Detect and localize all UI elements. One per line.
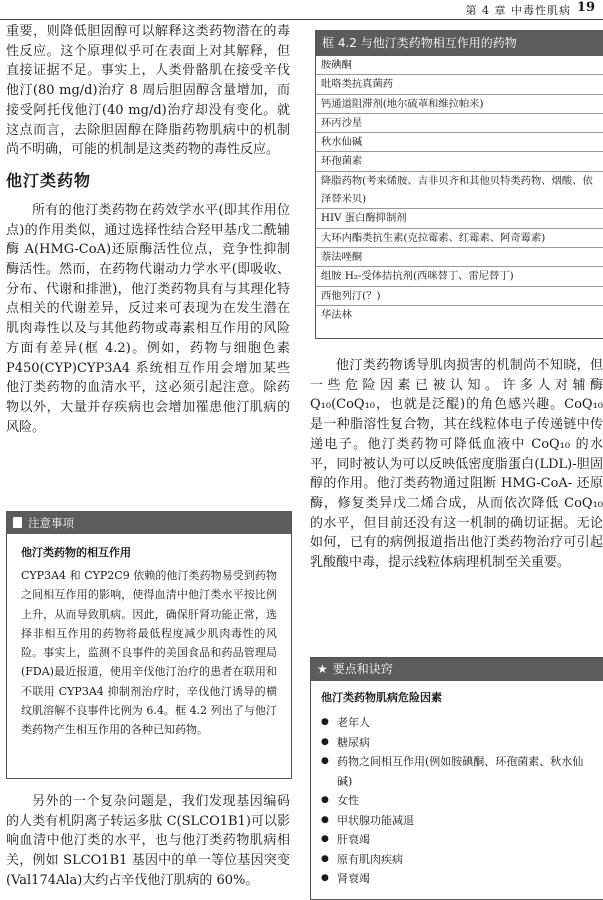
table-row: 环孢菌素: [316, 152, 603, 171]
table-row: 钙通道阻滞剂(地尔硫䓬和维拉帕米): [316, 95, 603, 114]
paragraph-cholesterol: 重要，则降低胆固醇可以解释这类药物潜在的毒性反应。这个原理似乎可在表面上对其解释，但直接证据不足。事实上，人类骨骼肌在接受辛伐他汀(80 mg/d)治疗 8 周后胆固醇含量增加，而接受阿托伐他汀(40 mg/d)治疗却没有变化。就这点而言，去除胆固醇在降脂药物肌病中的机制尚不明确，可能的机制是这类药物的毒性反应。: [6, 24, 290, 158]
header-rule: [0, 19, 603, 20]
section-heading-statins: 他汀类药物: [6, 170, 92, 190]
table-row: 西他列汀(？): [316, 287, 603, 306]
paragraph-statins: 所有的他汀类药物在药效学水平(即其作用位点)的作用类似，通过选择性结合羟甲基戊二酰辅酶 A(HMG-CoA)还原酶活性位点，竞争性抑制酶活性。然而，在药物代谢动力学水平(即吸收、分布、代谢和排泄)，他汀类药物具有与其理化特点相关的代谢差异，反过来可表现为在发生潜在肌肉毒性以及与其他药物或毒素相互作用的风险方面有差异(框 4.2)。例如，药物与细胞色素 P450(CYP)CYP3A4 系统相互作用会增加某些他汀类药物的血清水平，这必须引起注意。除药物以外，大量并存疾病也会增加罹患他汀肌病的风险。: [6, 202, 290, 435]
caution-box-header: [7, 512, 291, 534]
page-header: [0, 0, 603, 18]
caution-box: [6, 511, 292, 779]
caution-box-label: 注意事项: [28, 516, 74, 530]
table-row: 秋水仙碱: [316, 133, 603, 152]
list-item: ● 糖尿病: [321, 733, 594, 753]
caution-box-title: 他汀类药物的相互作用: [21, 546, 131, 559]
table-row: HIV 蛋白酶抑制剂: [316, 209, 603, 228]
box-4-2-header: 框 4.2 与他汀类药物相互作用的药物: [316, 31, 603, 56]
table-row: 环丙沙星: [316, 114, 603, 133]
table-row: 胺碘酮: [316, 56, 603, 75]
key-points-title: 他汀类药物肌病危险因素: [321, 691, 442, 704]
key-points-label: 要点和诀窍: [332, 662, 393, 676]
paragraph-slco1b1: 另外的一个复杂问题是，我们发现基因编码的人类有机阴离子转运多肽 C(SLCO1B1)可以影响血清中他汀类的水平，也与他汀类药物肌病相关，例如 SLCO1B1 基因中的单一等位基因突变(Val174Ala)大约占辛伐他汀肌病的 60%。: [6, 794, 290, 888]
right-column: [310, 356, 603, 573]
hand-icon: [13, 517, 22, 528]
key-points-header: [311, 658, 603, 681]
risk-factor-list: [321, 713, 594, 889]
list-item: ● 原有肌肉疾病: [321, 850, 594, 870]
table-row: 降脂药物(考来烯胺、吉非贝齐和其他贝特类药物、烟酸、依泽替米贝): [316, 172, 603, 210]
list-item: ● 肝衰竭: [321, 830, 594, 850]
table-row: 吡咯类抗真菌药: [316, 75, 603, 94]
left-column: [6, 22, 290, 437]
table-row: 组胺 H₂-受体拮抗剂(西咪替丁、雷尼替丁): [316, 267, 603, 286]
table-row: 萘法唑酮: [316, 248, 603, 267]
box-4-2-interacting-drugs: [315, 30, 603, 339]
caution-box-text: CYP3A4 和 CYP2C9 依赖的他汀类药物易受到药物之间相互作用的影响，使得血清中他汀类水平按比例上升，从而导致肌病。因此，确保肝肾功能正常，选择非相互作用的药物将最低程度减少肌肉毒性的风险。事实上，监测不良事件的美国食品和药品管理局(FDA)最近报道，使用辛伐他汀治疗的患者在联用和不联用 CYP3A4 抑制剂治疗时，辛伐他汀诱导的横纹肌溶解不良事件比例为 6.4。框 4.2 列出了与他汀类药物产生相互作用的各种已知药物。: [21, 569, 277, 737]
paragraph-coq10: 他汀类药物诱导肌肉损害的机制尚不知晓，但一些危险因素已被认知。许多人对辅酶 Q₁₀(CoQ₁₀，也就是泛醌)的角色感兴趣。CoQ₁₀ 是一种脂溶性复合物，其在线粒体电子传递链中传递电子。他汀类药物可降低血液中 CoQ₁₀ 的水平，同时被认为可以反映低密度脂蛋白(LDL)-胆固醇的作用。他汀类药物通过阻断 HMG-CoA- 还原酶，修复类异戊二烯合成，从而依次降低 CoQ₁₀ 的水平，但目前还没有这一机制的确切证据。无论如何，已有的病例报道指出他汀类药物治疗可引起乳酸酸中毒，提示线粒体病理机制至关重要。: [310, 358, 603, 571]
list-item: ● 老年人: [321, 713, 594, 733]
table-row: 大环内酯类抗生素(克拉霉素、红霉素、阿奇霉素): [316, 229, 603, 248]
list-item: ● 肾衰竭: [321, 869, 594, 889]
list-item: ● 甲状腺功能减退: [321, 811, 594, 831]
table-row: 华法林: [321, 308, 352, 321]
left-column-bottom: [6, 792, 290, 891]
list-item: ● 药物之间相互作用(例如胺碘酮、环孢菌素、秋水仙碱): [321, 752, 594, 791]
chapter-title: 第 4 章 中毒性肌病: [465, 4, 571, 17]
page-number: 19: [576, 0, 595, 15]
star-icon: ★: [317, 662, 328, 676]
list-item: ● 女性: [321, 791, 594, 811]
key-points-box: [310, 657, 603, 900]
